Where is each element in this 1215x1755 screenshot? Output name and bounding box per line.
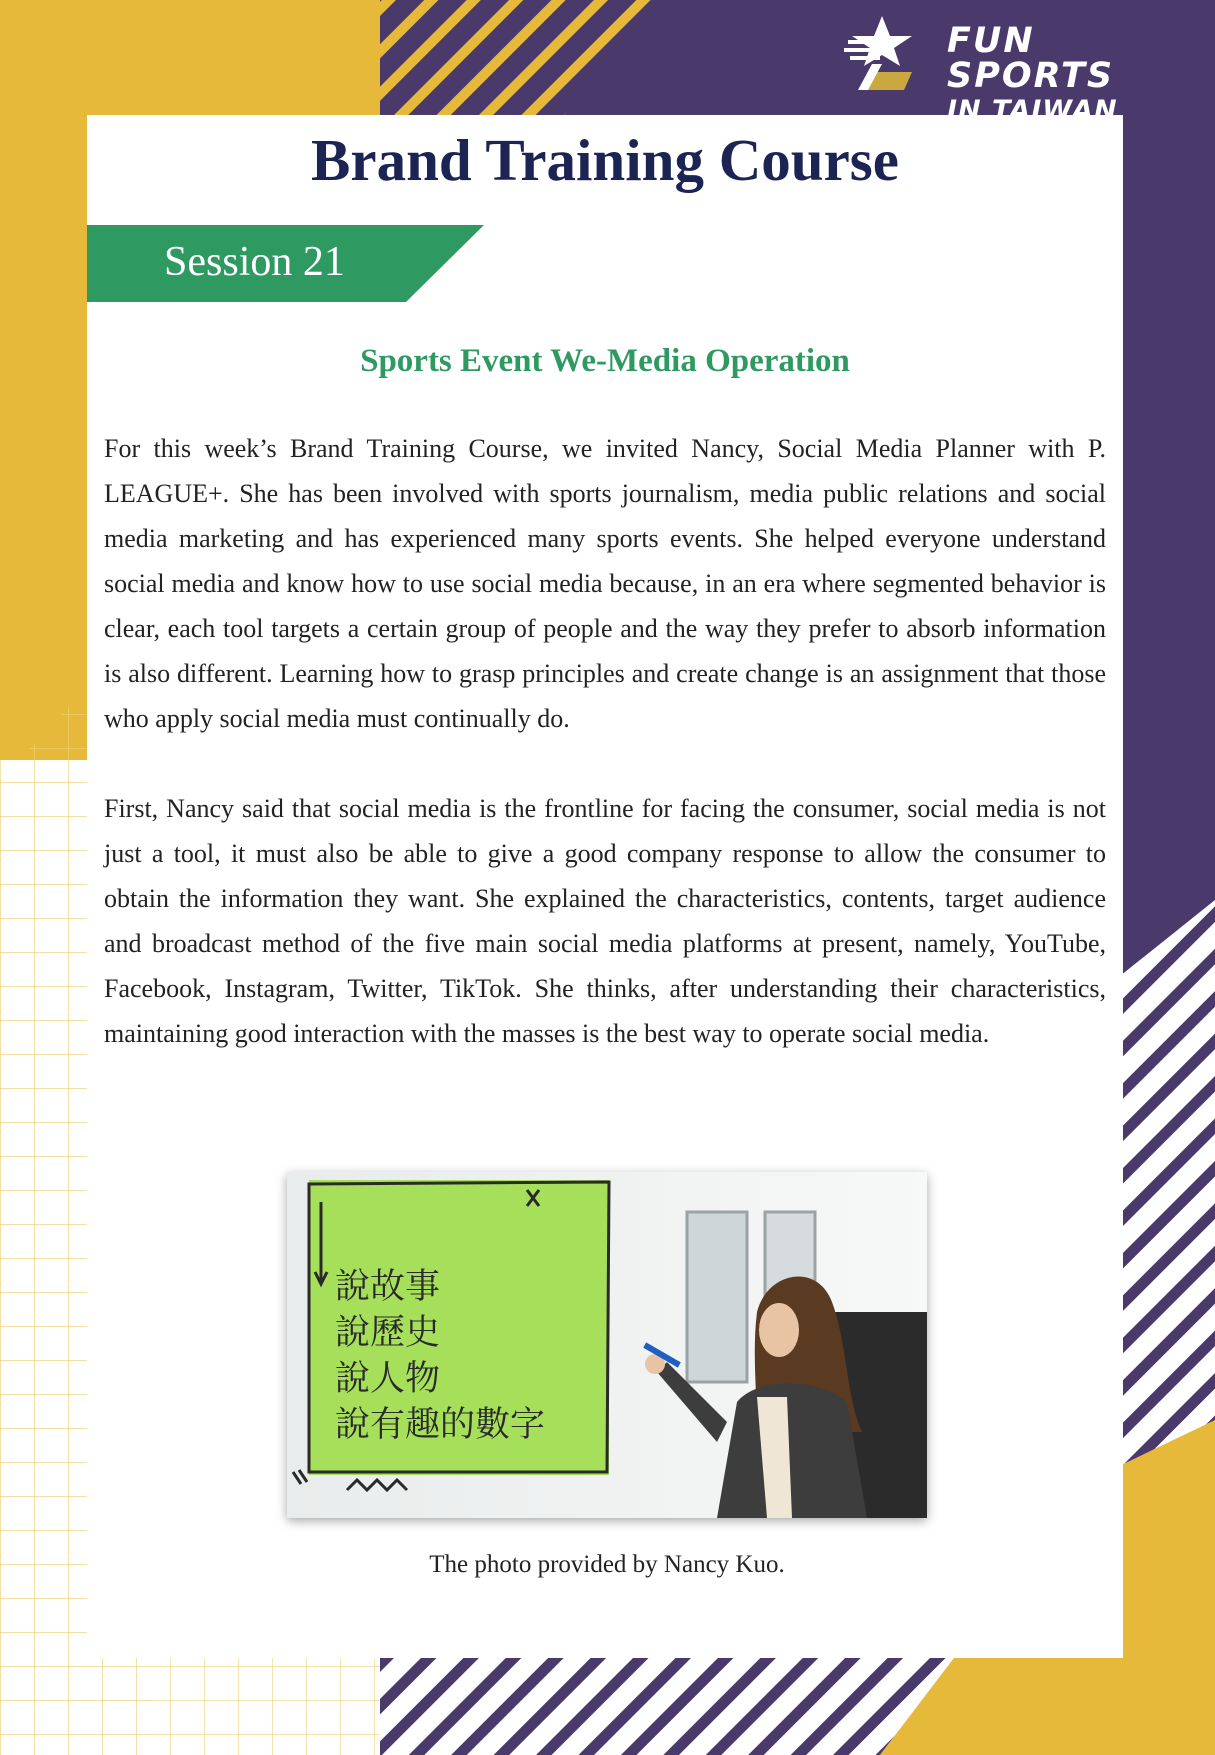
logo-text	[947, 21, 1215, 126]
session-label: Session 21	[164, 239, 345, 285]
logo-line1: FUN SPORTS	[947, 21, 1115, 96]
photo-note-text	[335, 1264, 545, 1448]
paragraph-2: First, Nancy said that social media is the frontline for facing the consumer, social media is not just a tool, it must also be able to give a good company response to allow the consumer to obtain the information they want. She explained the characteristics, contents, target audience and broadcast method of the five main social media platforms at present, namely, YouTube, Facebook, Instagram, Twitter, TikTok. She thinks, after understanding their characteristics, maintaining good interaction with the masses is the best way to operate social media.	[104, 794, 1106, 1048]
article-body	[104, 426, 1106, 1101]
note-line: 說故事	[335, 1267, 441, 1307]
paragraph-1: For this week’s Brand Training Course, we invited Nancy, Social Media Planner with P. LEAGUE+. She has been involved with sports journalism, media public relations and social media marketing and has experienced many sports events. She helped everyone understand social media and know how to use social media because, in an era where segmented behavior is clear, each tool targets a certain group of people and the way they prefer to absorb information is also different. Learning how to grasp principles and create change is an assignment that those who apply social media must continually do.	[104, 434, 1106, 733]
photo-caption: The photo provided by Nancy Kuo.	[429, 1551, 785, 1578]
page-title: Brand Training Course	[311, 127, 899, 193]
article-photo	[287, 1172, 927, 1518]
article-subtitle: Sports Event We-Media Operation	[360, 343, 850, 379]
logo-line2: IN TAIWAN	[947, 95, 1118, 126]
note-line: 說人物	[335, 1359, 441, 1399]
note-line: 說歷史	[335, 1313, 441, 1353]
note-line: 說有趣的數字	[335, 1405, 546, 1445]
